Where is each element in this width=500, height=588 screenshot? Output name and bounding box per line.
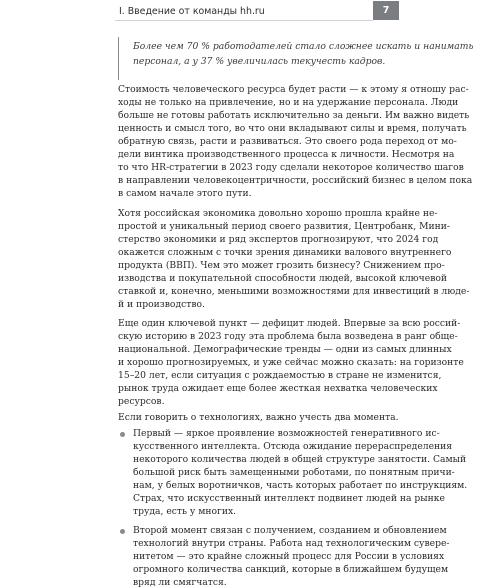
text-line: ценность и смысл того, во что они вкладывают силы и время, получать — [118, 123, 467, 134]
text-line: скую историю в 2023 году эта проблема была возведена в ранг обще- — [118, 331, 458, 342]
text-line: технологий внутри страны. Работа над технологическим сувере- — [133, 538, 450, 549]
text-line: простой и уникальный период своего развития, Центробанк, Мини- — [118, 221, 450, 232]
text-line: больше не готовы работать исключительно за деньги. Им важно видеть — [118, 110, 470, 121]
text-line: й и производство. — [118, 299, 205, 310]
text-line: труда, есть у многих. — [133, 506, 237, 517]
text-line: продукта (ВВП). Чем это может грозить бизнесу? Снижением про- — [118, 260, 445, 271]
quote-line: персонал, а у 37 % увеличилась текучесть кадров. — [133, 56, 386, 67]
text-line: кусственного интеллекта. Отсюда ожидание перераспределения — [133, 441, 453, 452]
text-line: рынок труда ожидает еще более жесткая нехватка человеческих — [118, 383, 438, 394]
text-line: нам, у белых воротничков, часть которых работает по инструкциям. — [133, 480, 468, 491]
header-title: I. Введение от команды hh.ru — [119, 6, 265, 17]
text-line: стерство экономики и ряд экспертов прогнозируют, что 2024 год — [118, 234, 439, 245]
text-line: Второй момент связан с получением, созданием и обновлением — [133, 525, 447, 536]
text-line: Стоимость человеческого ресурса будет расти — к этому я отношу рас- — [118, 84, 469, 95]
text-line: Хотя российская экономика довольно хорошо прошла крайне не- — [118, 208, 438, 219]
text-line: 15–20 лет, если ситуация с рождаемостью в стране не изменится, — [118, 370, 442, 381]
text-line: обратную связь, расти и развиваться. Это своего рода переход от мо- — [118, 136, 457, 147]
text-line: национальной. Демографические тренды — одни из самых длинных — [118, 344, 452, 355]
text-line: Страх, что искусственный интеллект подвинет людей на рынке — [133, 493, 445, 504]
text-line: нитетом — это крайне сложный процесс для России в условиях — [133, 551, 445, 562]
text-line: ресурсов. — [118, 396, 165, 407]
text-line: изводства и покупательной способности людей, высокой ключевой — [118, 273, 448, 284]
text-line: ходы не только на привлечение, но и на удержание персонала. Люди — [118, 97, 459, 108]
text-line: то что HR-стратегии в 2023 году сделали некоторое количество шагов — [118, 162, 464, 173]
text-line: Если говорить о технологиях, важно учесть два момента. — [118, 412, 399, 423]
running-header — [115, 4, 373, 21]
text-line: Еще один ключевой пункт — дефицит людей. Впервые за всю россий- — [118, 318, 461, 329]
text-line: огромного количества санкций, которые в ближайшем будущем — [133, 564, 449, 575]
text-line: окажется сложным с точки зрения динамики валового внутреннего — [118, 247, 452, 258]
text-line: дели винтика производственного процесса к личности. Несмотря на — [118, 149, 455, 160]
text-line: ставкой и, конечно, меньшими возможностями для инвестиций в люде- — [118, 286, 470, 297]
text-line: в самом начале этого пути. — [118, 188, 252, 199]
text-line: в направлении человекоцентричности, российский бизнес в целом пока — [118, 175, 473, 186]
pull-quote — [118, 37, 474, 80]
text-line: большой риск быть замещенными роботами, по понятным причи- — [133, 467, 455, 478]
text-line: Первый — яркое проявление возможностей генеративного ис- — [133, 428, 440, 439]
bullet-point-icon — [120, 432, 125, 437]
quote-line: Более чем 70 % работодателей стало сложнее искать и нанимать — [133, 41, 474, 52]
bullet-point-icon — [120, 529, 125, 534]
text-line: вряд ли смягчатся. — [133, 577, 227, 588]
text-line: некоторого количества людей в общей структуре занятости. Самый — [133, 454, 467, 465]
page-number: 7 — [373, 1, 399, 20]
text-line: и хорошо прогнозируемых, и уже сейчас можно сказать: на горизонте — [118, 357, 464, 368]
